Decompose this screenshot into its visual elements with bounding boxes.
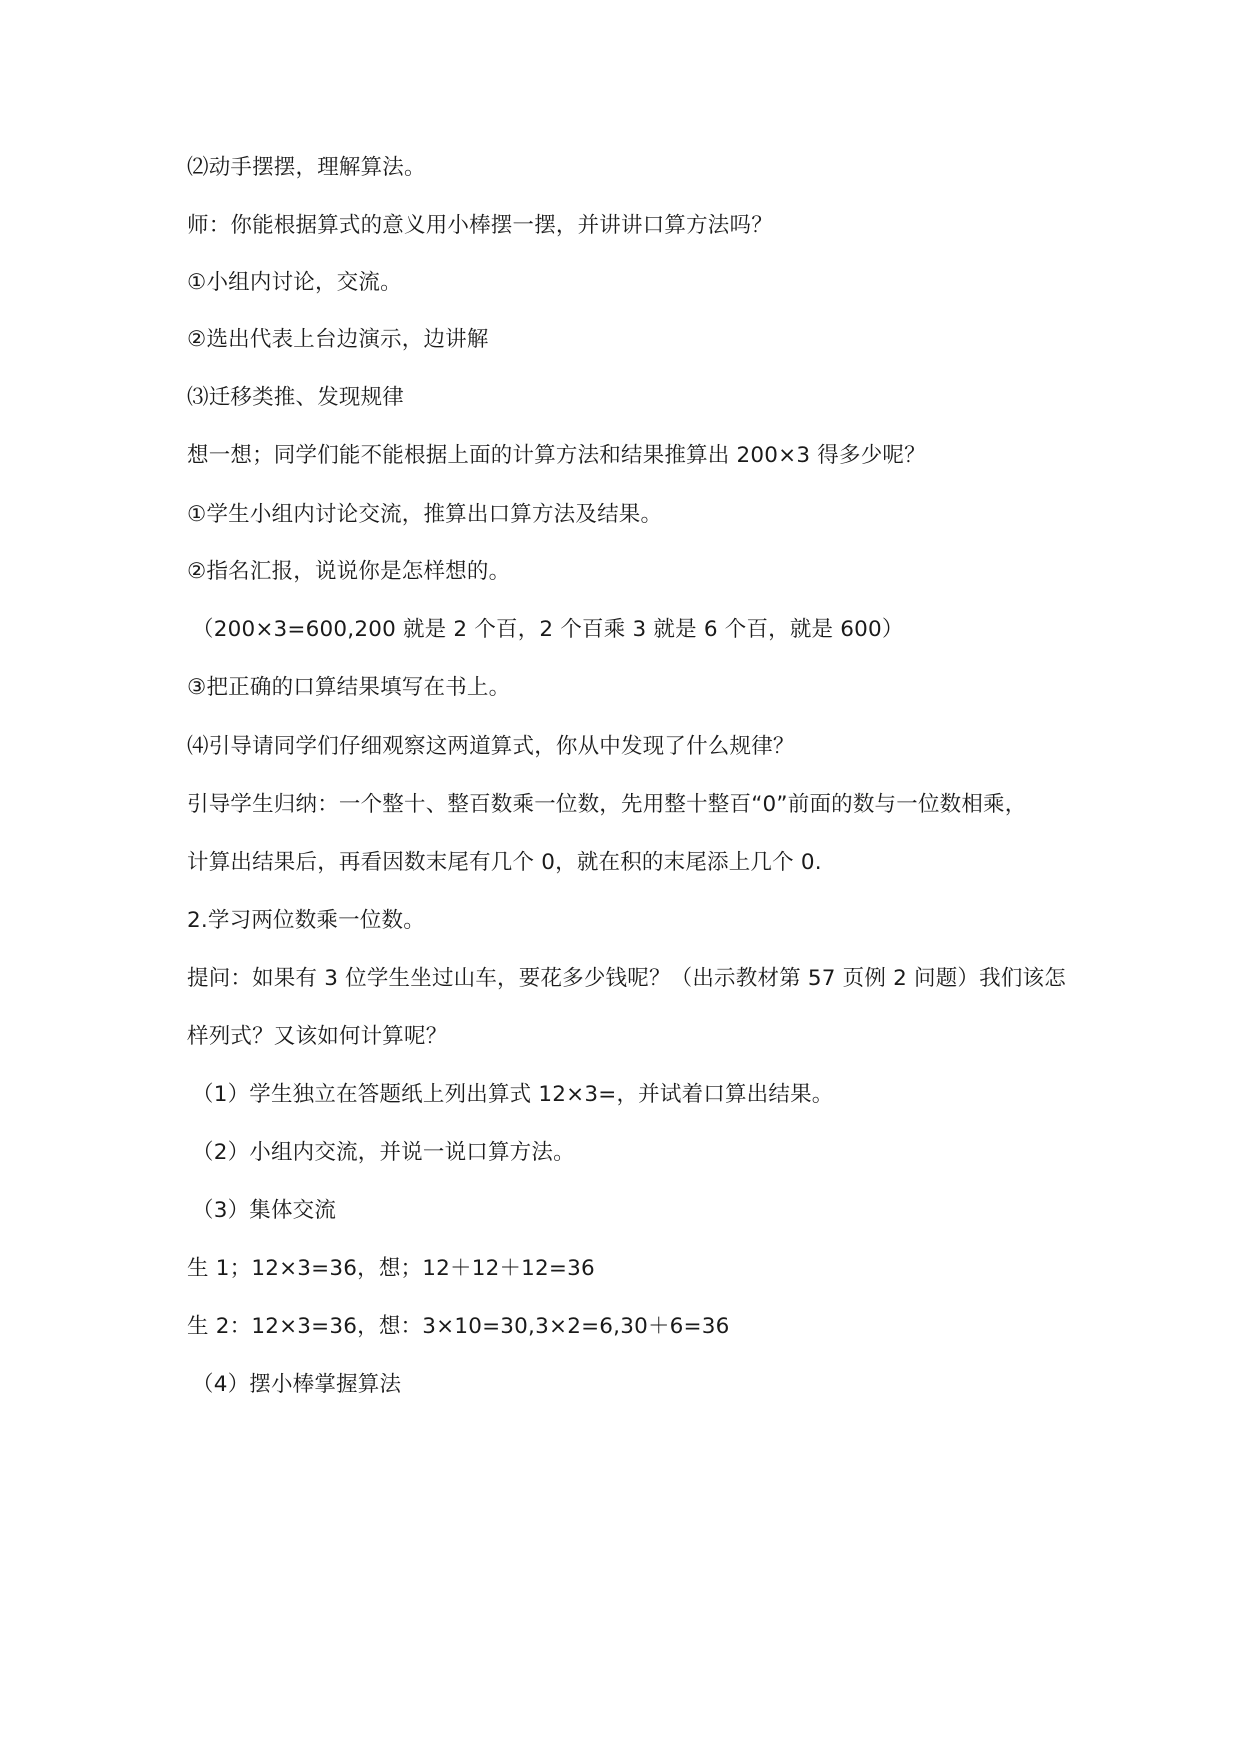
text-line: 计算出结果后，再看因数末尾有几个 0，就在积的末尾添上几个 0. xyxy=(187,850,822,875)
text-line: （200×3=600,200 就是 2 个百，2 个百乘 3 就是 6 个百，就是 600） xyxy=(192,617,904,642)
text-line: 师：你能根据算式的意义用小棒摆一摆，并讲讲口算方法吗？ xyxy=(187,213,773,238)
text-line: 生 2：12×3=36，想：3×10=30,3×2=6,30＋6=36 xyxy=(187,1314,730,1339)
text-line: ⑵动手摆摆，理解算法。 xyxy=(187,155,426,180)
text-line: ①学生小组内讨论交流，推算出口算方法及结果。 xyxy=(187,502,663,527)
text-line: 生 1；12×3=36，想；12＋12＋12=36 xyxy=(187,1256,595,1281)
text-line: ②选出代表上台边演示，边讲解 xyxy=(187,327,489,352)
text-line: 提问：如果有 3 位学生坐过山车，要花多少钱呢？（出示教材第 57 页例 2 问题）我们该怎 xyxy=(187,966,1066,991)
text-line: 2.学习两位数乘一位数。 xyxy=(187,908,425,933)
text-line: 引导学生归纳：一个整十、整百数乘一位数，先用整十整百“0”前面的数与一位数相乘， xyxy=(187,792,1027,817)
text-line: ⑷引导请同学们仔细观察这两道算式，你从中发现了什么规律？ xyxy=(187,734,795,759)
text-line: 想一想；同学们能不能根据上面的计算方法和结果推算出 200×3 得多少呢？ xyxy=(187,443,926,468)
text-line: （3）集体交流 xyxy=(192,1198,337,1223)
text-line: ②指名汇报，说说你是怎样想的。 xyxy=(187,559,511,584)
text-line: （4）摆小棒掌握算法 xyxy=(192,1372,402,1397)
text-line: 样列式？又该如何计算呢？ xyxy=(187,1024,448,1049)
text-line: （2）小组内交流，并说一说口算方法。 xyxy=(192,1140,575,1165)
text-line: ⑶迁移类推、发现规律 xyxy=(187,385,405,410)
text-line: （1）学生独立在答题纸上列出算式 12×3=，并试着口算出结果。 xyxy=(192,1082,834,1107)
text-line: ①小组内讨论，交流。 xyxy=(187,270,402,295)
text-line: ③把正确的口算结果填写在书上。 xyxy=(187,675,511,700)
